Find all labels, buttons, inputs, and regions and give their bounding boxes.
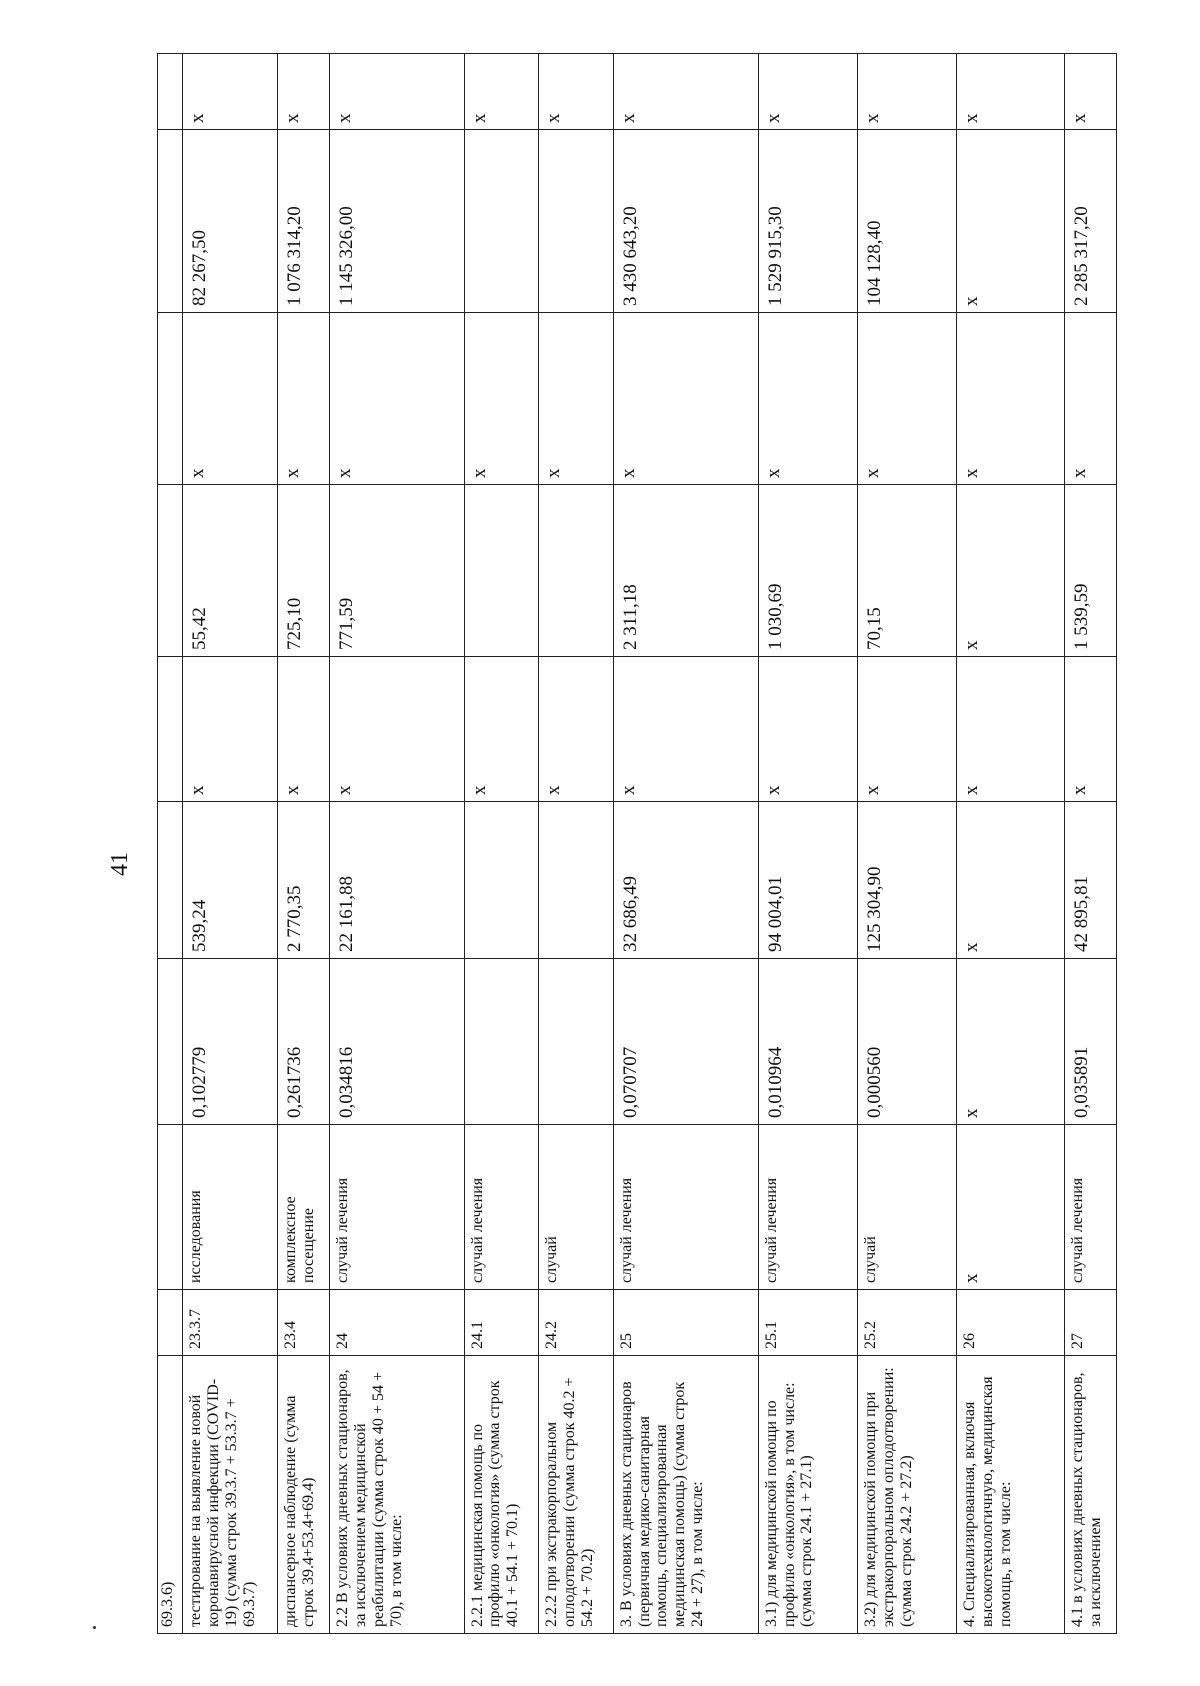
row-label: 4. Специализированная, включая высокотехнологичную, медицинская помощь, в том числе:: [957, 1356, 1065, 1634]
row-v4: 771,59: [329, 485, 464, 657]
row-v7: x: [329, 54, 464, 130]
row-v6: 2 285 317,20: [1065, 130, 1117, 313]
table-row: [957, 54, 1065, 1634]
table-row: [858, 54, 957, 1634]
row-label: 3.2) для медицинской помощи при экстракорпоральном оплодотворении: (сумма строк 24.2 + 27.2): [858, 1356, 957, 1634]
table-row: [182, 54, 277, 1634]
row-v5: x: [858, 313, 957, 485]
row-code: 24.1: [464, 1290, 539, 1356]
row-v3: x: [1065, 657, 1117, 802]
row-v5: x: [329, 313, 464, 485]
row-v4: 1 030,69: [758, 485, 857, 657]
row-v2: 94 004,01: [758, 802, 857, 959]
row-v5: x: [464, 313, 539, 485]
row-v6: 1 145 326,00: [329, 130, 464, 313]
row-v1: 0,010964: [758, 959, 857, 1125]
row-code: 23.4: [278, 1290, 330, 1356]
row-v2: x: [957, 802, 1065, 959]
row-v1: 0,261736: [278, 959, 330, 1125]
row-v2: 32 686,49: [613, 802, 758, 959]
row-v5: x: [758, 313, 857, 485]
row-v7: x: [613, 54, 758, 130]
table-row: [464, 54, 539, 1634]
row-v4: x: [957, 485, 1065, 657]
row-v6: 1 076 314,20: [278, 130, 330, 313]
row-unit: случай: [858, 1125, 957, 1290]
row-code: 25: [613, 1290, 758, 1356]
row-code: 24: [329, 1290, 464, 1356]
row-v3: x: [464, 657, 539, 802]
row-v1: 0,102779: [182, 959, 277, 1125]
row-v7: x: [1065, 54, 1117, 130]
table-row: [1065, 54, 1117, 1634]
row-v7: x: [539, 54, 614, 130]
row-v1: x: [957, 959, 1065, 1125]
row-label: 3.1) для медицинской помощи по профилю «онкология», в том числе: (сумма строк 24.1 + 27.1): [758, 1356, 857, 1634]
row-v5: x: [278, 313, 330, 485]
row-code: 25.2: [858, 1290, 957, 1356]
row-v2: 125 304,90: [858, 802, 957, 959]
row-v6: 3 430 643,20: [613, 130, 758, 313]
row-v2: [539, 802, 614, 959]
row-v4: [464, 485, 539, 657]
row-v3: x: [182, 657, 277, 802]
row-v4: 1 539,59: [1065, 485, 1117, 657]
row-unit: случай лечения: [758, 1125, 857, 1290]
row-v7: x: [464, 54, 539, 130]
row-label: 2.2.2 при экстракорпоральном оплодотворении (сумма строк 40.2 + 54.2 + 70.2): [539, 1356, 614, 1634]
row-v2: 2 770,35: [278, 802, 330, 959]
row-v6: x: [957, 130, 1065, 313]
row-label: 2.2.1 медицинская помощь по профилю «онкология» (сумма строк 40.1 + 54.1 + 70.1): [464, 1356, 539, 1634]
row-v1: 0,070707: [613, 959, 758, 1125]
row-code: 23.3.7: [182, 1290, 277, 1356]
rotated-table-sheet: [157, 54, 1117, 1634]
stray-dot: [93, 1626, 96, 1629]
table-row: [278, 54, 330, 1634]
row-v2: 539,24: [182, 802, 277, 959]
row-v3: x: [613, 657, 758, 802]
row-v3: x: [858, 657, 957, 802]
table-row: [158, 54, 183, 1634]
row-code: 24.2: [539, 1290, 614, 1356]
row-v1: [464, 959, 539, 1125]
table-row: [758, 54, 857, 1634]
row-v7: x: [758, 54, 857, 130]
row-v1: [539, 959, 614, 1125]
row-v6: [464, 130, 539, 313]
row-label: диспансерное наблюдение (сумма строк 39.4+53.4+69.4): [278, 1356, 330, 1634]
row-unit: случай лечения: [613, 1125, 758, 1290]
row-unit: исследования: [182, 1125, 277, 1290]
row-code: 26: [957, 1290, 1065, 1356]
row-v4: 55,42: [182, 485, 277, 657]
row-v3: x: [957, 657, 1065, 802]
row-unit: случай лечения: [464, 1125, 539, 1290]
row-v5: x: [957, 313, 1065, 485]
row-unit: случай: [539, 1125, 614, 1290]
row-v4: 2 311,18: [613, 485, 758, 657]
row-v7: x: [957, 54, 1065, 130]
row-unit: случай лечения: [1065, 1125, 1117, 1290]
row-v3: x: [329, 657, 464, 802]
row-label: 2.2 В условиях дневных стационаров, за исключением медицинской реабилитации (сумма строк 40 + 54 + 70), в том числе:: [329, 1356, 464, 1634]
row-v3: x: [278, 657, 330, 802]
row-v7: x: [858, 54, 957, 130]
row-v5: x: [182, 313, 277, 485]
row-v1: 0,035891: [1065, 959, 1117, 1125]
table-row: [539, 54, 614, 1634]
row-label: тестирование на выявление новой коронавирусной инфекции (COVID-19) (сумма строк 39.3.7 + 53.3.7 + 69.3.7): [182, 1356, 277, 1634]
row-unit: x: [957, 1125, 1065, 1290]
row-v4: [539, 485, 614, 657]
row-v7: x: [182, 54, 277, 130]
row-v5: x: [613, 313, 758, 485]
row-v2: 42 895,81: [1065, 802, 1117, 959]
row-v3: x: [539, 657, 614, 802]
row-v6: [539, 130, 614, 313]
row-code: 25.1: [758, 1290, 857, 1356]
row-code: 27: [1065, 1290, 1117, 1356]
row-label: 69.3.6): [158, 1356, 183, 1634]
row-v6: 104 128,40: [858, 130, 957, 313]
row-v3: x: [758, 657, 857, 802]
row-v2: 22 161,88: [329, 802, 464, 959]
row-v4: 725,10: [278, 485, 330, 657]
row-unit: комплексное посещение: [278, 1125, 330, 1290]
row-v2: [464, 802, 539, 959]
row-v1: 0,000560: [858, 959, 957, 1125]
table-row: [613, 54, 758, 1634]
row-unit: случай лечения: [329, 1125, 464, 1290]
row-v6: 1 529 915,30: [758, 130, 857, 313]
row-v5: x: [539, 313, 614, 485]
row-v4: 70,15: [858, 485, 957, 657]
row-v7: x: [278, 54, 330, 130]
row-v6: 82 267,50: [182, 130, 277, 313]
financing-table: [157, 53, 1117, 1634]
table-row: [329, 54, 464, 1634]
row-v5: x: [1065, 313, 1117, 485]
row-label: 3. В условиях дневных стационаров (первичная медико-санитарная помощь, специализированная медицинская помощь) (сумма строк 24 + 27), в том числе:: [613, 1356, 758, 1634]
page-number: 41: [107, 852, 133, 876]
row-label: 4.1 в условиях дневных стационаров, за исключением: [1065, 1356, 1117, 1634]
row-v1: 0,034816: [329, 959, 464, 1125]
